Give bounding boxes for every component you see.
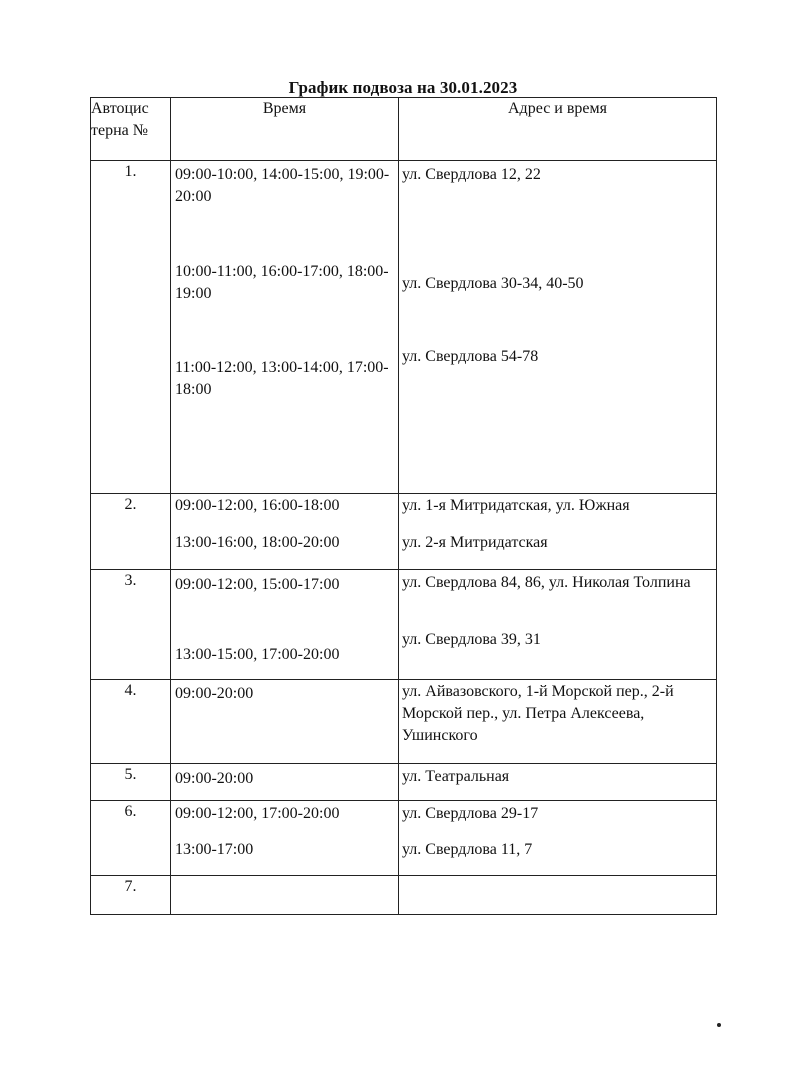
address-cell [399,764,717,801]
time-slot: 09:00-12:00, 15:00-17:00 [175,576,340,593]
time-cell [171,801,399,876]
tanker-number: 7. [91,876,171,915]
table-row [91,801,717,876]
time-slot: 13:00-17:00 [175,841,254,858]
time-cell [171,161,399,494]
table-row [91,764,717,801]
time-slot: 09:00-12:00, 17:00-20:00 [175,805,340,822]
address-entry: ул. Свердлова 11, 7 [402,841,533,858]
time-slot: 09:00-20:00 [175,685,254,702]
address-entry: ул. Свердлова 84, 86, ул. Николая Толпина [402,574,691,591]
address-cell [399,680,717,764]
table-header-row [91,98,717,161]
address-entry: ул. 1-я Митридатская, ул. Южная [402,497,630,514]
address-entry: ул. Свердлова 12, 22 [402,166,541,183]
table-row [91,570,717,680]
document-title: График подвоза на 30.01.2023 [288,78,518,97]
address-entry: ул. Свердлова 39, 31 [402,631,541,648]
address-cell [399,876,717,915]
time-slot: 11:00-12:00, 13:00-14:00, 17:00-18:00 [175,359,389,398]
time-slot: 13:00-16:00, 18:00-20:00 [175,534,340,551]
tanker-number: 3. [91,570,171,680]
address-entry: ул. 2-я Митридатская [402,534,548,551]
header-time: Время [171,98,399,161]
table-row [91,680,717,764]
address-entry: ул. Свердлова 54-78 [402,348,539,365]
delivery-schedule-table [90,97,717,915]
time-slot: 09:00-20:00 [175,770,254,787]
address-entry: ул. Свердлова 30-34, 40-50 [402,275,584,292]
time-cell [171,494,399,570]
tanker-number: 4. [91,680,171,764]
address-cell [399,801,717,876]
tanker-number: 2. [91,494,171,570]
address-entry: ул. Театральная [402,768,510,785]
address-entry: ул. Свердлова 29-17 [402,805,539,822]
time-slot: 09:00-10:00, 14:00-15:00, 19:00-20:00 [175,166,390,205]
header-address: Адрес и время [399,98,717,161]
tanker-number: 1. [91,161,171,494]
tanker-number: 6. [91,801,171,876]
address-cell [399,161,717,494]
time-slot: 13:00-15:00, 17:00-20:00 [175,646,340,663]
time-cell [171,764,399,801]
address-cell [399,494,717,570]
table-row [91,161,717,494]
scan-speck [717,1023,721,1027]
address-cell [399,570,717,680]
time-cell [171,876,399,915]
address-entry: ул. Айвазовского, 1-й Морской пер., 2-й Морской пер., ул. Петра Алексеева, Ушинского [402,683,674,744]
time-slot: 09:00-12:00, 16:00-18:00 [175,497,340,514]
time-slot: 10:00-11:00, 16:00-17:00, 18:00-19:00 [175,263,389,302]
time-cell [171,680,399,764]
table-row [91,876,717,915]
header-tanker: Автоцис терна № [91,98,171,161]
time-cell [171,570,399,680]
table-row [91,494,717,570]
tanker-number: 5. [91,764,171,801]
